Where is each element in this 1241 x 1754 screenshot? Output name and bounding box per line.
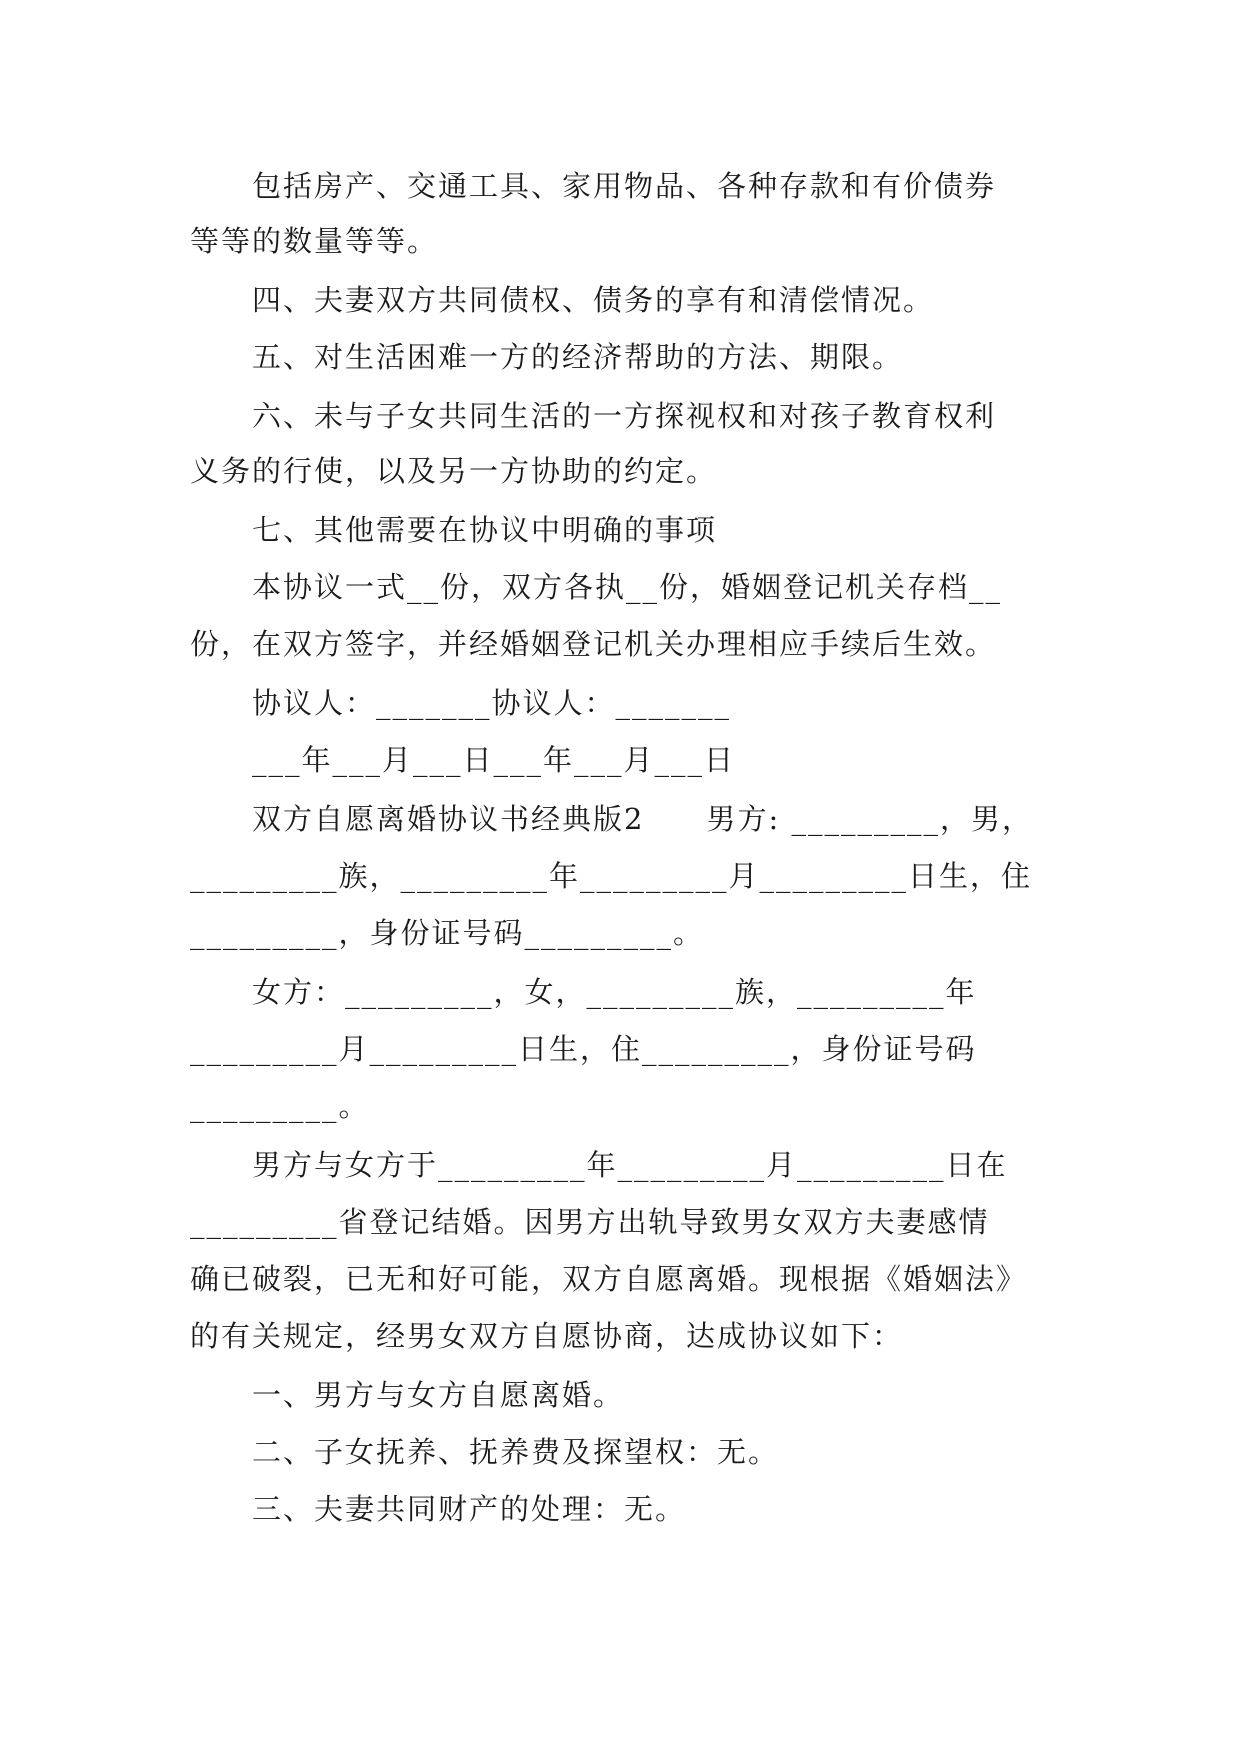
- text-line-7: 七、其他需要在协议中明确的事项: [190, 513, 718, 547]
- text-line-18: 男方与女方于_________年_________月_________日在: [190, 1148, 1008, 1182]
- text-line-9: 份，在双方签字，并经婚姻登记机关办理相应手续后生效。: [190, 627, 997, 661]
- text-line-10: 协议人：_______协议人：_______: [190, 686, 732, 720]
- text-line-6: 义务的行使，以及另一方协助的约定。: [190, 454, 718, 488]
- text-line-21: 的有关规定，经男女双方自愿协商，达成协议如下：: [190, 1319, 904, 1353]
- text-line-13: _________族，_________年_________月_________日生，住: [190, 859, 1033, 893]
- text-line-23: 二、子女抚养、抚养费及探望权：无。: [190, 1435, 780, 1469]
- text-line-14: _________，身份证号码_________。: [190, 916, 705, 950]
- text-line-2: 等等的数量等等。: [190, 224, 439, 258]
- text-line-19: _________省登记结婚。因男方出轨导致男女双方夫妻感情: [190, 1205, 990, 1239]
- text-line-17: _________。: [190, 1089, 370, 1123]
- text-line-3: 四、夫妻双方共同债权、债务的享有和清偿情况。: [190, 283, 935, 317]
- text-line-22: 一、男方与女方自愿离婚。: [190, 1378, 625, 1412]
- text-line-1: 包括房产、交通工具、家用物品、各种存款和有价债券: [190, 169, 997, 203]
- text-line-16: _________月_________日生，住_________，身份证号码: [190, 1032, 977, 1066]
- text-line-8: 本协议一式__份，双方各执__份，婚姻登记机关存档__: [190, 570, 1003, 604]
- text-line-5: 六、未与子女共同生活的一方探视权和对孩子教育权利: [190, 399, 997, 433]
- text-line-24: 三、夫妻共同财产的处理：无。: [190, 1492, 687, 1526]
- text-line-4: 五、对生活困难一方的经济帮助的方法、期限。: [190, 340, 904, 374]
- text-line-11: ___年___月___日___年___月___日: [190, 743, 736, 777]
- text-line-15: 女方：_________，女，_________族，_________年: [190, 975, 977, 1009]
- text-line-20: 确已破裂，已无和好可能，双方自愿离婚。现根据《婚姻法》: [190, 1262, 1028, 1296]
- text-line-12: 双方自愿离婚协议书经典版2 男方: _________，男，: [190, 802, 1033, 836]
